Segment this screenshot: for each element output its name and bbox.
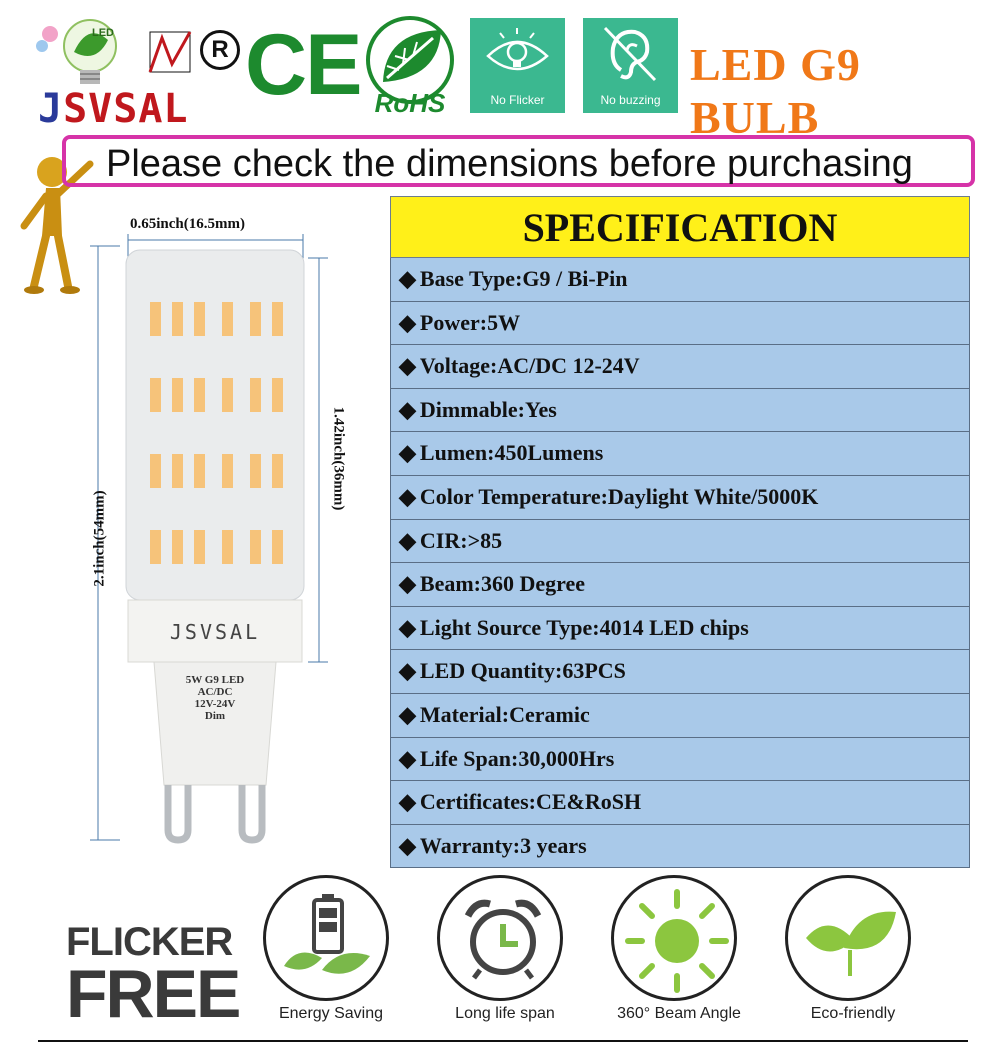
base-print-line: 12V-24V — [194, 698, 236, 710]
spec-row-text: LED Quantity:63PCS — [419, 658, 626, 684]
spec-row — [390, 694, 970, 738]
alarm-clock-icon — [440, 878, 566, 1004]
diamond-bullet-icon: ◆ — [399, 353, 416, 379]
spec-row — [390, 345, 970, 389]
specification-heading: SPECIFICATION — [390, 196, 970, 258]
feature-energy-saving — [256, 875, 406, 1035]
bottom-divider — [38, 1040, 968, 1042]
header — [0, 0, 1001, 143]
leaves-icon — [788, 878, 914, 1004]
diamond-bullet-icon: ◆ — [399, 396, 416, 422]
bulb-brand-print: JSVSAL — [169, 620, 261, 644]
diamond-bullet-icon: ◆ — [399, 789, 416, 815]
diamond-bullet-icon: ◆ — [399, 701, 416, 727]
spec-row-text: Color Temperature:Daylight White/5000K — [419, 483, 819, 509]
battery-leaf-icon — [266, 878, 392, 1004]
feature-long-life — [430, 875, 580, 1035]
diamond-bullet-icon: ◆ — [399, 614, 416, 640]
no-buzzing-badge — [583, 18, 678, 113]
feature-label: Long life span — [455, 1005, 555, 1022]
width-dimension-label: 0.65inch(16.5mm) — [130, 216, 245, 232]
bulb-eye-icon — [470, 18, 565, 88]
sun-icon — [614, 878, 740, 1004]
spec-row-text: CIR:>85 — [419, 527, 503, 553]
diamond-bullet-icon: ◆ — [399, 266, 416, 291]
feature-label: Eco-friendly — [810, 1005, 896, 1022]
registered-mark: R — [200, 30, 240, 70]
spec-row — [390, 781, 970, 825]
muted-ear-icon — [583, 18, 678, 88]
spec-row-text: Base Type:G9 / Bi-Pin — [419, 266, 628, 291]
spec-row — [390, 607, 970, 651]
diamond-bullet-icon: ◆ — [399, 309, 416, 335]
diamond-bullet-icon: ◆ — [399, 571, 416, 597]
dimension-notice-text: Please check the dimensions before purchasing — [106, 143, 913, 185]
flicker-line-1: FLICKER — [66, 920, 233, 964]
specification-table — [390, 196, 970, 866]
spec-row-text: Warranty:3 years — [419, 832, 587, 858]
diamond-bullet-icon: ◆ — [399, 440, 416, 466]
spec-row — [390, 563, 970, 607]
logo-badge-text: LED — [92, 27, 114, 39]
spec-row — [390, 520, 970, 564]
total-height-label: 2.1inch(54mm) — [91, 490, 108, 587]
spec-row — [390, 302, 970, 346]
no-flicker-badge — [470, 18, 565, 113]
flicker-line-2: FREE — [66, 956, 240, 1032]
spec-row-text: Certificates:CE&RoSH — [419, 789, 642, 815]
glass-height-label: 1.42inch(36mm) — [330, 406, 347, 511]
diamond-bullet-icon: ◆ — [399, 832, 416, 858]
diamond-bullet-icon: ◆ — [399, 745, 416, 771]
spec-row-text: Power:5W — [419, 309, 521, 335]
spec-row — [390, 258, 970, 302]
ce-mark: CE — [245, 17, 361, 113]
brand-logo — [30, 12, 240, 132]
spec-row-text: Dimmable:Yes — [419, 396, 557, 422]
spec-row-text: Light Source Type:4014 LED chips — [419, 614, 749, 640]
spec-row — [390, 476, 970, 520]
feature-label: 360° Beam Angle — [617, 1005, 741, 1022]
spec-row — [390, 432, 970, 476]
product-title: LED G9 BULB — [690, 39, 861, 143]
rohs-label: RoHS — [374, 88, 446, 118]
base-print-line: Dim — [204, 710, 226, 722]
diamond-bullet-icon: ◆ — [399, 483, 416, 509]
flicker-free-label — [66, 920, 240, 1032]
feature-eco-friendly — [778, 875, 928, 1035]
spec-row — [390, 389, 970, 433]
spec-row-text: Material:Ceramic — [419, 701, 590, 727]
spec-row-text: Voltage:AC/DC 12-24V — [419, 353, 640, 379]
feature-beam-angle — [604, 875, 754, 1035]
spec-row — [390, 650, 970, 694]
feature-label: Energy Saving — [278, 1005, 384, 1022]
rohs-mark — [355, 12, 465, 122]
diamond-bullet-icon: ◆ — [399, 658, 416, 684]
no-flicker-label: No Flicker — [490, 93, 545, 107]
base-print — [164, 674, 266, 722]
spec-row-text: Beam:360 Degree — [419, 571, 586, 597]
no-buzzing-label: No buzzing — [600, 93, 661, 107]
spec-row-text: Lumen:450Lumens — [419, 440, 604, 466]
diamond-bullet-icon: ◆ — [399, 527, 416, 553]
brand-logo-text: JSVSAL — [38, 86, 189, 132]
base-print-line: 5W G9 LED — [185, 674, 245, 686]
spec-row — [390, 738, 970, 782]
dimension-notice-banner — [62, 135, 975, 187]
bulb-dimension-diagram — [60, 200, 370, 860]
base-print-line: AC/DC — [197, 686, 233, 698]
spec-row — [390, 825, 970, 869]
spec-row-text: Life Span:30,000Hrs — [419, 745, 615, 771]
